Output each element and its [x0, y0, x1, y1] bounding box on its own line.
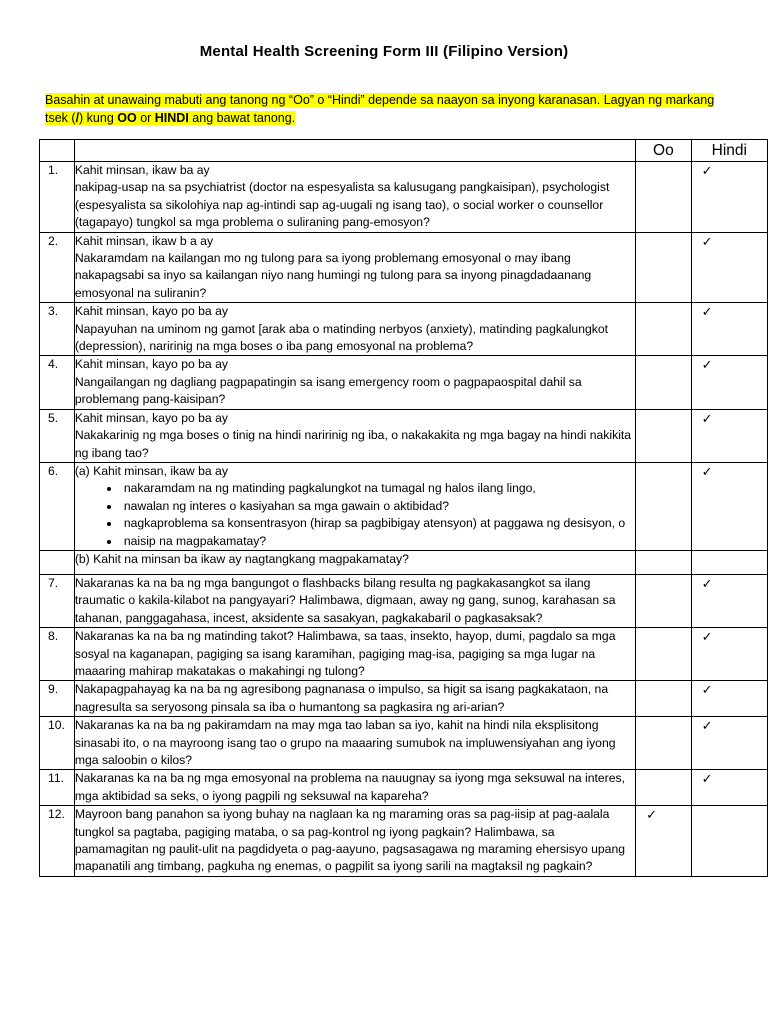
answer-cell-oo[interactable]: [636, 628, 691, 681]
table-row: [40, 303, 768, 356]
answer-cell-oo[interactable]: [636, 462, 691, 550]
answer-cell-hindi[interactable]: [691, 232, 767, 303]
question-number: 8.: [40, 628, 75, 681]
answer-cell-oo[interactable]: [636, 770, 691, 806]
table-row: [40, 409, 768, 462]
check-mark-icon: ✓: [701, 629, 713, 645]
answer-cell-hindi[interactable]: [691, 462, 767, 550]
answer-cell-oo[interactable]: [636, 806, 691, 877]
question-line: (b) Kahit na minsan ba ikaw ay nagtangkang magpakamatay?: [74, 551, 409, 566]
table-header-row: [40, 140, 768, 162]
question-text: [74, 409, 635, 462]
question-text: Mayroon bang panahon sa iyong buhay na naglaan ka ng maraming oras sa pag-iisip at pag-aalala tungkol sa pagtaba, pagiging mataba, o sa pag-kontrol ng iyong pagkain? Halimbawa, sa pamamagitan ng paulit-ulit na pagdidyeta o pag-aayuno, pagsasagawa ng maraming ehersisyo upang mapanatili ang timbang, pagkuha ng enemas, o pagpilit sa iyong sarili na magtaksil ng pagkain?: [74, 806, 635, 877]
answer-cell-hindi[interactable]: [691, 409, 767, 462]
question-text: [74, 550, 635, 574]
check-mark-icon: ✓: [701, 771, 713, 787]
question-number: 9.: [40, 681, 75, 717]
question-text: Nakaranas ka na ba ng pakiramdam na may mga tao laban sa iyo, kahit na hindi nila eksplisitong sinasabi ito, o na mayroong isang tao o grupo na maaaring sumubok na impluwensiyahan ang iyong mga saloobin o kilos?: [74, 717, 635, 770]
check-mark-icon: ✓: [701, 163, 713, 178]
table-row: [40, 162, 768, 233]
question-line: nakipag-usap na sa psychiatrist (doctor na espesyalista sa kalusugang pangkaisipan), psychologist (espesyalista sa sikolohiya nap ag-intindi sap ag-uugali ng isang tao), o social worker o counsellor (tagapayo) tungkol sa mga problema o suliraning pang-emosyon?: [74, 180, 610, 230]
bullet-item: • nakaramdam na ng matinding pagkalungkot na tumagal ng halos ilang lingo,: [121, 480, 631, 497]
answer-cell-oo[interactable]: [636, 303, 691, 356]
check-mark-icon: ✓: [701, 410, 713, 426]
question-text: Nakaranas ka na ba ng mga bangungot o flashbacks bilang resulta ng pagkakasangkot sa ilang traumatic o kakila-kilabot na pangyayari? Halimbawa, digmaan, away ng gang, sunog, karahasan sa tahanan, panggagahasa, incest, aksidente sa sasakyan, pagkakabaril o pagkasaksak?: [74, 574, 635, 627]
instructions: [45, 91, 735, 127]
check-mark-icon: ✓: [701, 233, 713, 249]
instructions-text-2: ) kung: [79, 111, 118, 125]
table-row: [40, 628, 768, 681]
answer-cell-hindi[interactable]: [691, 356, 767, 409]
question-number: 12.: [40, 806, 75, 877]
bullet-item: • nagkaproblema sa konsentrasyon (hirap sa pagbibigay atensyon) at paggawa ng desisyon, o: [121, 515, 631, 532]
table-row: [40, 462, 768, 550]
question-number: 3.: [40, 303, 75, 356]
answer-cell-hindi[interactable]: [691, 770, 767, 806]
table-row: [40, 806, 768, 877]
question-number: 7.: [40, 574, 75, 627]
question-text: [74, 162, 635, 233]
table-row: [40, 574, 768, 627]
question-line: Kahit minsan, kayo po ba ay: [74, 304, 228, 319]
answer-cell-oo[interactable]: [636, 356, 691, 409]
question-number: 4.: [40, 356, 75, 409]
bullet-list: [75, 480, 631, 550]
check-mark-icon: ✓: [701, 304, 713, 320]
question-line: Kahit minsan, ikaw b a ay: [74, 233, 214, 248]
bullet-item: • nawalan ng interes o kasiyahan sa mga gawain o aktibidad?: [121, 498, 631, 515]
bullet-item: • naisip na magpakamatay?: [121, 533, 631, 550]
answer-cell-hindi[interactable]: [691, 162, 767, 233]
table-row: [40, 717, 768, 770]
question-text: Nakaranas ka na ba ng matinding takot? Halimbawa, sa taas, insekto, hayop, dumi, pagdalo sa mga sosyal na kaganapan, pagiging sa isang karamihan, pagiging mag-isa, pagiging sa mga lugar na maaaring mahirap makatakas o makahingi ng tulong?: [74, 628, 635, 681]
question-text: Nakaranas ka na ba ng mga emosyonal na problema na nauugnay sa iyong mga seksuwal na interes, mga aktibidad sa seks, o iyong pagpili ng seksuwal na kapareha?: [74, 770, 635, 806]
answer-cell-oo[interactable]: [636, 550, 691, 574]
question-line: (a) Kahit minsan, ikaw ba ay: [74, 463, 228, 478]
question-text: [74, 356, 635, 409]
answer-cell-oo[interactable]: [636, 162, 691, 233]
question-text: [74, 462, 635, 550]
question-number: 1.: [40, 162, 75, 233]
table-row: [40, 681, 768, 717]
instructions-highlight: [45, 93, 714, 125]
question-line: Kahit minsan, ikaw ba ay: [74, 163, 210, 177]
answer-cell-hindi[interactable]: [691, 717, 767, 770]
question-line: Nakaramdam na kailangan mo ng tulong para sa iyong problemang emosyonal o may ibang nakapagsabi sa inyo sa kailangan niyo nang humingi ng tulong para sa inyong pinagdadaanang emosyonal na suliranin?: [74, 251, 592, 300]
question-number: 2.: [40, 232, 75, 303]
answer-cell-hindi[interactable]: [691, 303, 767, 356]
answer-cell-hindi[interactable]: [691, 550, 767, 574]
check-mark-icon: ✓: [701, 682, 713, 698]
table-row: [40, 232, 768, 303]
answer-cell-oo[interactable]: [636, 232, 691, 303]
question-number: 6.: [40, 462, 75, 550]
column-header-hindi: Hindi: [691, 140, 767, 162]
header-blank-question: [74, 140, 635, 162]
instructions-oo: OO: [117, 111, 137, 125]
answer-cell-oo[interactable]: [636, 574, 691, 627]
instructions-hindi: HINDI: [154, 111, 189, 125]
table-row: [40, 550, 768, 574]
question-text: [74, 303, 635, 356]
check-mark-icon: ✓: [701, 463, 713, 479]
question-text: [74, 232, 635, 303]
answer-cell-hindi[interactable]: [691, 681, 767, 717]
check-mark-icon: ✓: [701, 357, 713, 373]
answer-cell-oo[interactable]: [636, 681, 691, 717]
instructions-text-4: ang bawat tanong.: [188, 111, 296, 125]
answer-cell-oo[interactable]: [636, 409, 691, 462]
question-line: Nakakarinig ng mga boses o tinig na hindi naririnig ng iba, o nakakakita ng mga bagay na hindi nakikita ng ibang tao?: [74, 428, 632, 460]
answer-cell-hindi[interactable]: [691, 806, 767, 877]
question-number: 11.: [40, 770, 75, 806]
question-text: Nakapagpahayag ka na ba ng agresibong pagnanasa o impulso, sa higit sa isang pagkakataon, na nagresulta sa seryosong pinsala sa iba o humantong sa pagkasira ng ari-arian?: [74, 681, 635, 717]
page-title: Mental Health Screening Form III (Filipino Version): [199, 43, 569, 60]
answer-cell-oo[interactable]: [636, 717, 691, 770]
question-number: 5.: [40, 409, 75, 462]
question-number-blank: [40, 550, 75, 574]
column-header-oo: Oo: [636, 140, 691, 162]
table-row: [40, 356, 768, 409]
question-number: 10.: [40, 717, 75, 770]
table-row: [40, 770, 768, 806]
header-blank-num: [40, 140, 75, 162]
check-mark-icon: ✓: [701, 575, 713, 591]
question-line: Nangailangan ng dagliang pagpapatingin sa isang emergency room o pagpapaospital dahil sa problemang pang-kaisipan?: [74, 374, 582, 407]
answer-cell-hindi[interactable]: [691, 628, 767, 681]
screening-table: [39, 139, 768, 877]
question-line: Napayuhan na uminom ng gamot [arak aba o matinding nerbyos (anxiety), matinding pagkalungkot (depression), naririnig na mga boses o iba pang emosyonal na problema?: [74, 321, 609, 354]
answer-cell-hindi[interactable]: [691, 574, 767, 627]
question-line: Kahit minsan, kayo po ba ay: [74, 357, 228, 372]
instructions-text-1: Basahin at unawaing mabuti ang tanong ng “Oo” o “Hindi” depende sa naayon sa inyong karanasan. Lagyan ng markang tsek (: [45, 93, 715, 125]
check-mark-icon: ✓: [701, 718, 713, 734]
question-line: Kahit minsan, kayo po ba ay: [74, 410, 228, 425]
instructions-text-3: or: [136, 111, 155, 125]
instructions-slash: /: [75, 111, 80, 125]
check-mark-icon: ✓: [646, 807, 658, 823]
